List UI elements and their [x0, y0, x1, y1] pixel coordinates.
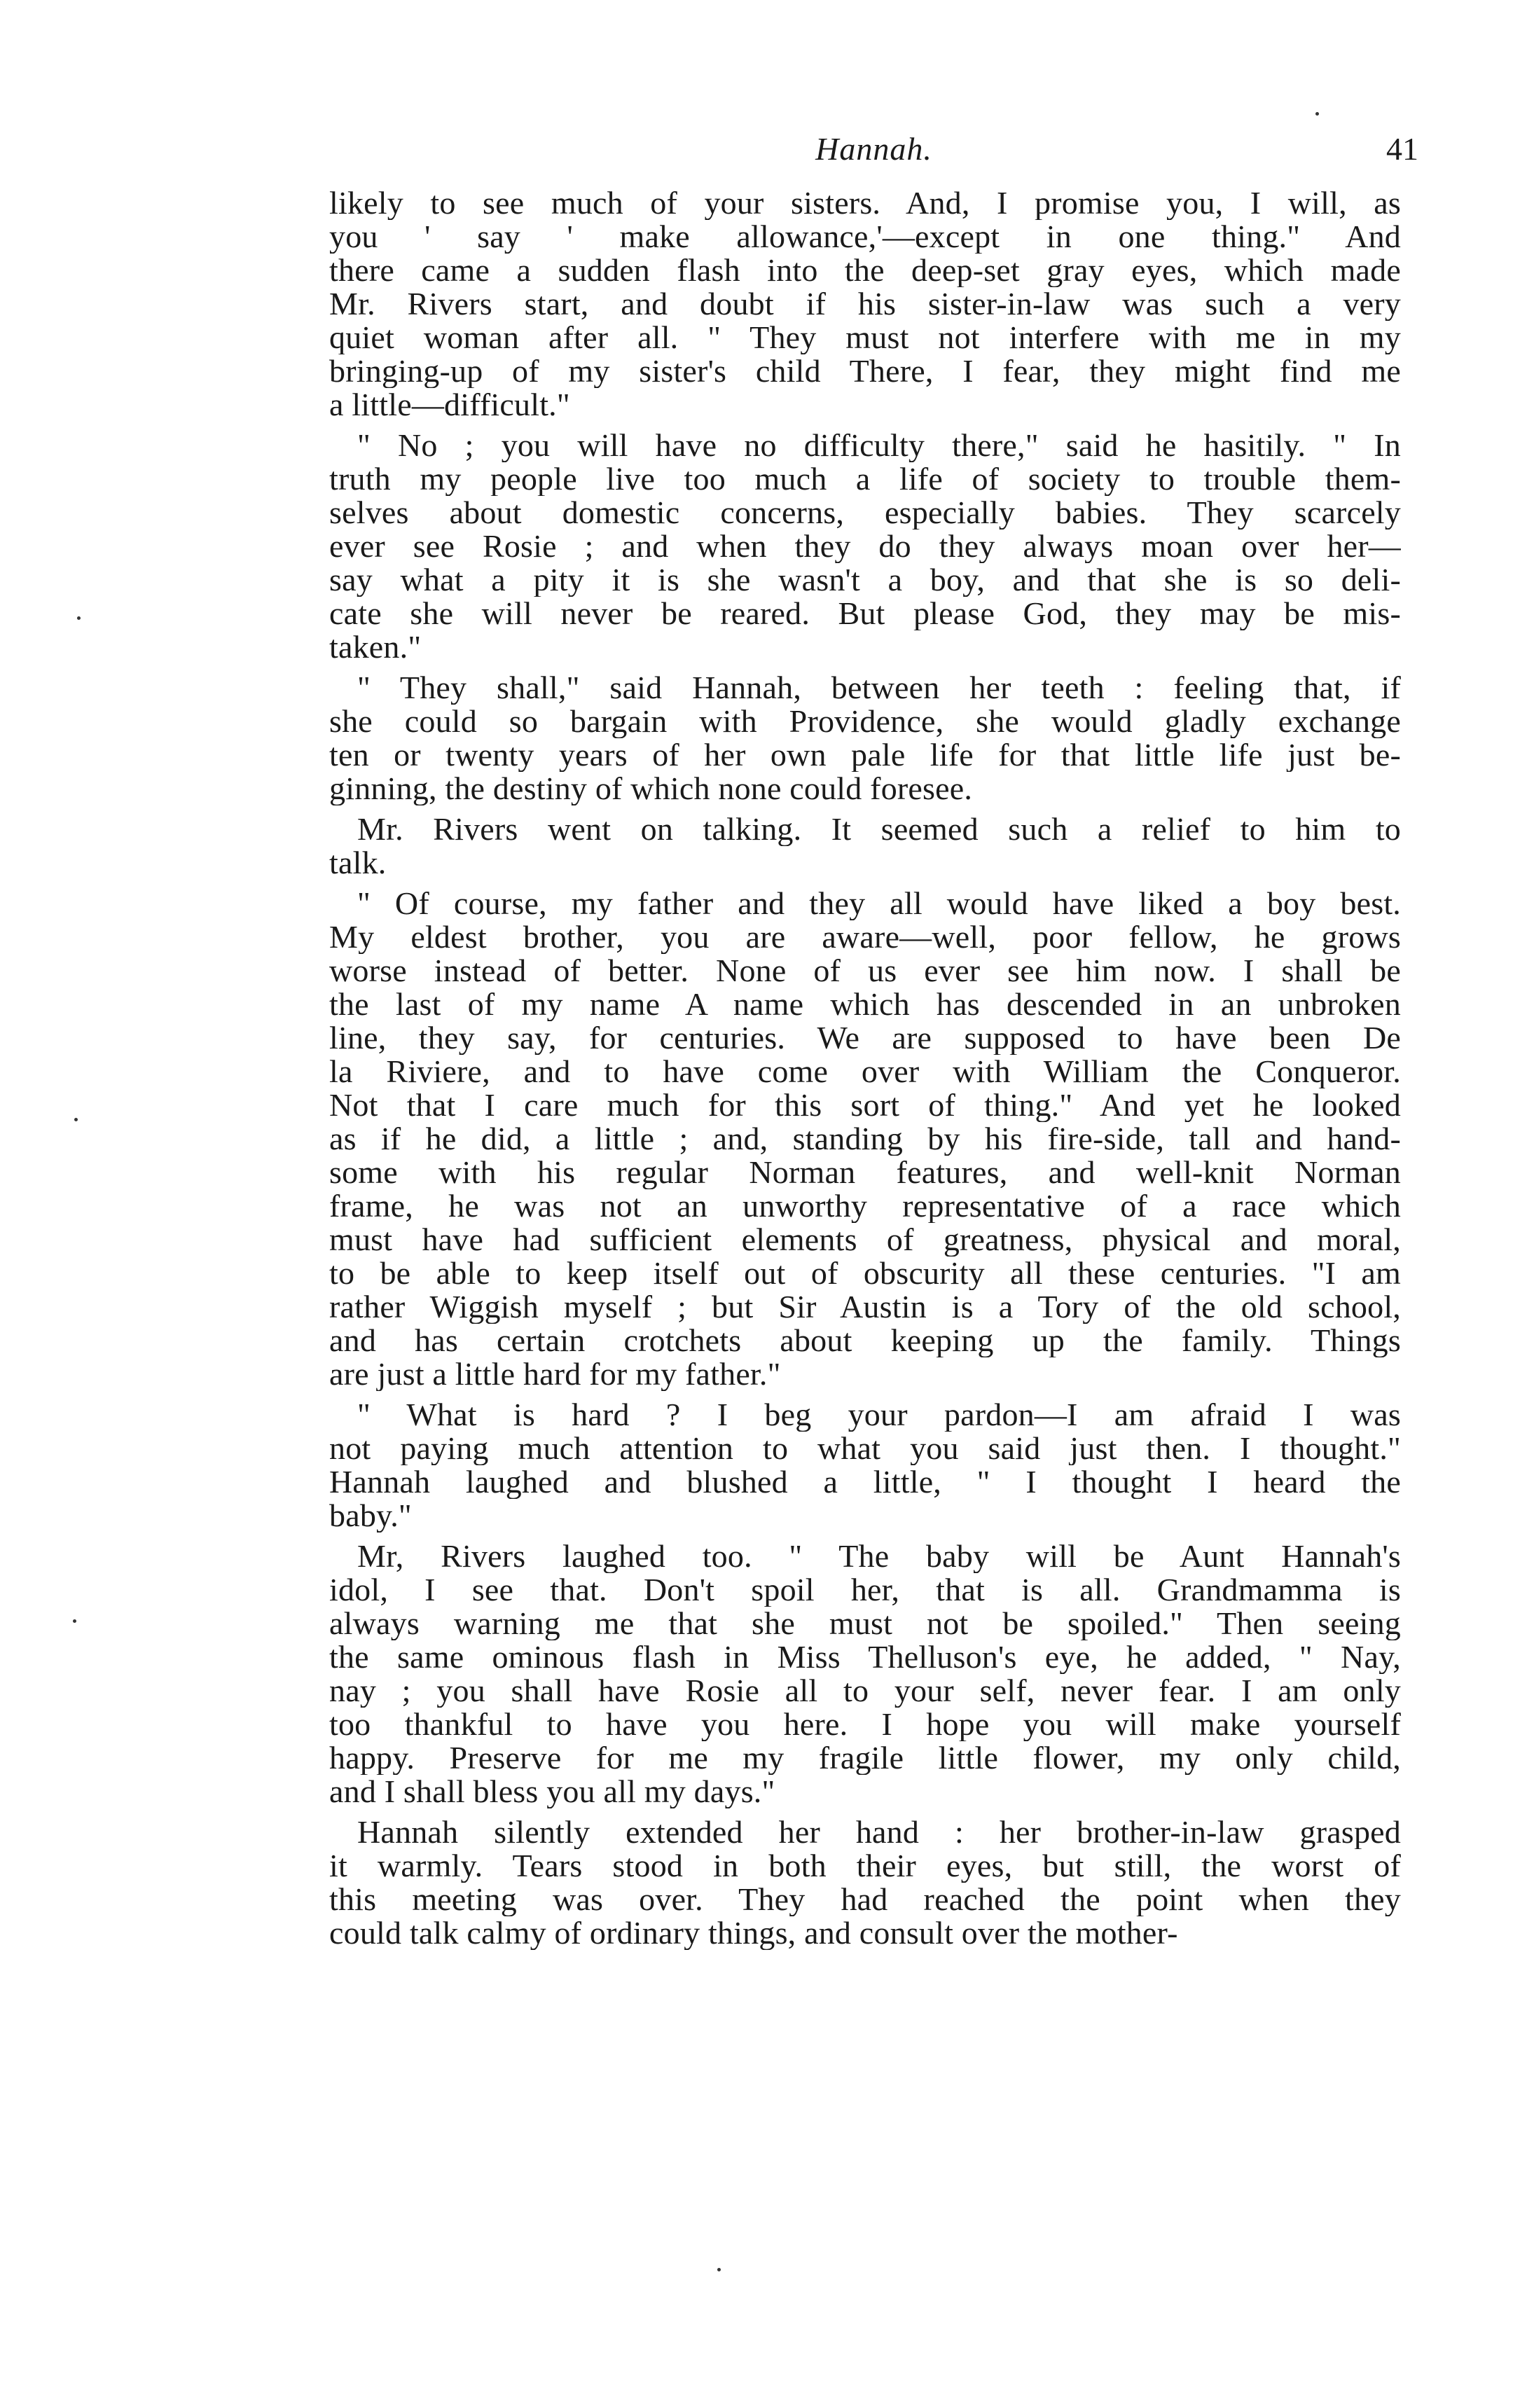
body-text: [329, 186, 1401, 1950]
text-line: Hannah laughed and blushed a little, " I thought I heard the: [329, 1465, 1401, 1499]
text-line: Hannah silently extended her hand : her brother-in-law grasped: [357, 1815, 1401, 1849]
text-line: selves about domestic concerns, especially babies. They scarcely: [329, 496, 1401, 530]
text-line: Mr. Rivers went on talking. It seemed such a relief to him to: [357, 812, 1401, 846]
paragraph-gap: [329, 664, 1401, 671]
text-line: this meeting was over. They had reached the point when they: [329, 1883, 1401, 1916]
paragraph: [329, 186, 1401, 422]
paragraph-gap: [329, 880, 1401, 887]
text-line: to be able to keep itself out of obscurity all these centuries. "I am: [329, 1257, 1401, 1290]
paragraph: [329, 812, 1401, 880]
text-line: always warning me that she must not be spoiled." Then seeing: [329, 1607, 1401, 1640]
print-speck: [73, 1619, 76, 1623]
paragraph: [329, 1398, 1401, 1532]
paragraph-gap: [329, 805, 1401, 812]
text-line: there came a sudden flash into the deep-set gray eyes, which made: [329, 254, 1401, 287]
paragraph: [329, 429, 1401, 664]
text-line: idol, I see that. Don't spoil her, that is all. Grandmamma is: [329, 1573, 1401, 1607]
text-line: la Riviere, and to have come over with William the Conqueror.: [329, 1055, 1401, 1088]
text-line: taken.": [329, 630, 422, 664]
page-header: [329, 130, 1418, 179]
paragraph-gap: [329, 1808, 1401, 1815]
text-line: ten or twenty years of her own pale life for that little life just be-: [329, 738, 1401, 772]
running-title: Hannah.: [815, 131, 932, 167]
text-line: worse instead of better. None of us ever see him now. I shall be: [329, 954, 1401, 988]
text-line: ginning, the destiny of which none could foresee.: [329, 772, 973, 805]
text-line: Not that I care much for this sort of thing." And yet he looked: [329, 1088, 1401, 1122]
paragraph: [329, 887, 1401, 1391]
text-line: My eldest brother, you are aware—well, poor fellow, he grows: [329, 920, 1401, 954]
text-line: Mr, Rivers laughed too. " The baby will be Aunt Hannah's: [357, 1539, 1401, 1573]
text-line: frame, he was not an unworthy representative of a race which: [329, 1189, 1401, 1223]
text-line: " No ; you will have no difficulty there," said he hasitily. " In: [357, 429, 1401, 462]
text-line: say what a pity it is she wasn't a boy, and that she is so deli-: [329, 563, 1401, 597]
paragraph: [329, 1539, 1401, 1808]
paragraph-gap: [329, 1391, 1401, 1398]
print-speck: [74, 1118, 78, 1121]
paragraph-gap: [329, 1532, 1401, 1539]
text-line: bringing-up of my sister's child There, I fear, they might find me: [329, 354, 1401, 388]
paragraph: [329, 1815, 1401, 1950]
text-line: line, they say, for centuries. We are supposed to have been De: [329, 1021, 1401, 1055]
text-line: Mr. Rivers start, and doubt if his sister-in-law was such a very: [329, 287, 1401, 321]
text-line: happy. Preserve for me my fragile little flower, my only child,: [329, 1741, 1401, 1775]
print-speck: [717, 2268, 721, 2271]
text-line: it warmly. Tears stood in both their eyes, but still, the worst of: [329, 1849, 1401, 1883]
text-line: as if he did, a little ; and, standing by his fire-side, tall and hand-: [329, 1122, 1401, 1156]
text-line: baby.": [329, 1499, 412, 1532]
text-line: are just a little hard for my father.": [329, 1357, 781, 1391]
text-line: a little—difficult.": [329, 388, 570, 422]
text-line: likely to see much of your sisters. And, I promise you, I will, as: [329, 186, 1401, 220]
text-line: talk.: [329, 846, 387, 880]
paragraph: [329, 671, 1401, 805]
text-line: the last of my name A name which has descended in an unbroken: [329, 988, 1401, 1021]
text-line: you ' say ' make allowance,'—except in one thing." And: [329, 220, 1401, 254]
print-speck: [1315, 112, 1319, 116]
text-line: truth my people live too much a life of society to trouble them-: [329, 462, 1401, 496]
print-speck: [77, 616, 81, 620]
text-line: rather Wiggish myself ; but Sir Austin is a Tory of the old school,: [329, 1290, 1401, 1324]
text-line: quiet woman after all. " They must not interfere with me in my: [329, 321, 1401, 354]
text-line: some with his regular Norman features, and well-knit Norman: [329, 1156, 1401, 1189]
text-line: she could so bargain with Providence, she would gladly exchange: [329, 705, 1401, 738]
text-line: and has certain crotchets about keeping up the family. Things: [329, 1324, 1401, 1357]
text-line: " What is hard ? I beg your pardon—I am afraid I was: [357, 1398, 1401, 1432]
text-line: " Of course, my father and they all would have liked a boy best.: [357, 887, 1401, 920]
text-line: ever see Rosie ; and when they do they always moan over her—: [329, 530, 1401, 563]
text-line: " They shall," said Hannah, between her teeth : feeling that, if: [357, 671, 1401, 705]
text-line: must have had sufficient elements of greatness, physical and moral,: [329, 1223, 1401, 1257]
text-line: cate she will never be reared. But please God, they may be mis-: [329, 597, 1401, 630]
text-line: too thankful to have you here. I hope you will make yourself: [329, 1708, 1401, 1741]
paragraph-gap: [329, 422, 1401, 429]
text-line: the same ominous flash in Miss Thelluson's eye, he added, " Nay,: [329, 1640, 1401, 1674]
text-line: could talk calmy of ordinary things, and consult over the mother-: [329, 1916, 1178, 1950]
text-line: and I shall bless you all my days.": [329, 1775, 775, 1808]
page-number: 41: [1386, 131, 1418, 167]
text-line: nay ; you shall have Rosie all to your self, never fear. I am only: [329, 1674, 1401, 1708]
text-line: not paying much attention to what you said just then. I thought.": [329, 1432, 1401, 1465]
